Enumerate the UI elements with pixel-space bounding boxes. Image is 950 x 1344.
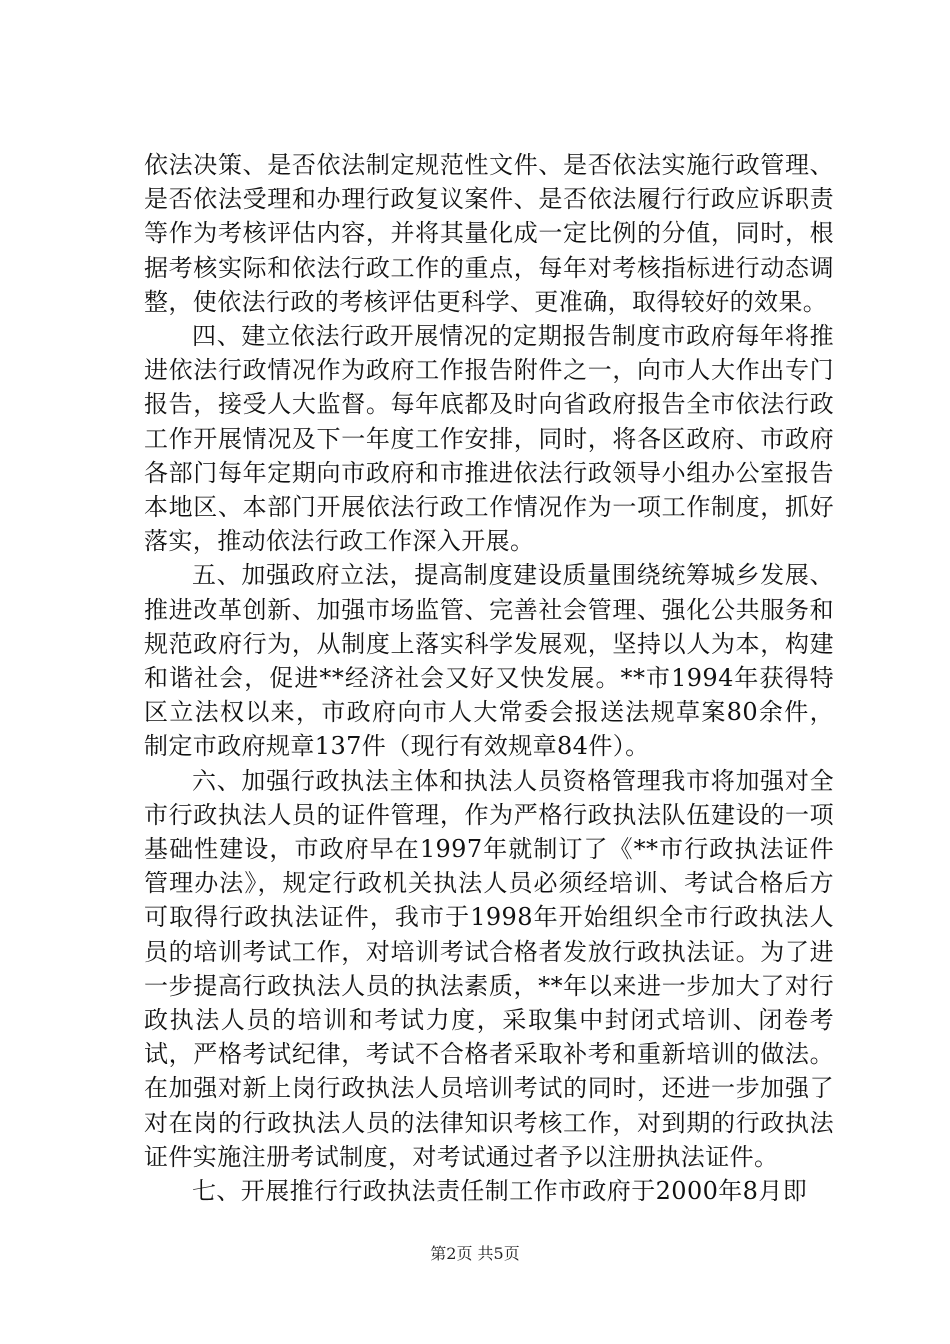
paragraph-section-4: 四、建立依法行政开展情况的定期报告制度市政府每年将推进依法行政情况作为政府工作报告附件之一，向市人大作出专门报告，接受人大监督。每年底都及时向省政府报告全市依法行政工作开展情况及下一年度工作安排，同时，将各区政府、市政府各部门每年定期向市政府和市推进依法行政领导小组办公室报告本地区、本部门开展依法行政工作情况作为一项工作制度，抓好落实，推动依法行政工作深入开展。 [144,322,834,556]
paragraph-section-7: 七、开展推行行政执法责任制工作市政府于2000年8月即 [192,1177,808,1206]
paragraph-continuation: 依法决策、是否依法制定规范性文件、是否依法实施行政管理、是否依法受理和办理行政复议案件、是否依法履行行政应诉职责等作为考核评估内容，并将其量化成一定比例的分值，同时，根据考核实际和依法行政工作的重点，每年对考核指标进行动态调整，使依法行政的考核评估更科学、更准确，取得较好的效果。 [144,151,834,316]
page-number-footer: 第2页 共5页 [430,1244,520,1263]
paragraph-section-5: 五、加强政府立法，提高制度建设质量围绕统筹城乡发展、推进改革创新、加强市场监管、完善社会管理、强化公共服务和规范政府行为，从制度上落实科学发展观，坚持以人为本，构建和谐社会，促进**经济社会又好又快发展。**市1994年获得特区立法权以来，市政府向市人大常委会报送法规草案80余件，制定市政府规章137件（现行有效规章84件）。 [144,561,834,761]
paragraph-section-6: 六、加强行政执法主体和执法人员资格管理我市将加强对全市行政执法人员的证件管理，作为严格行政执法队伍建设的一项基础性建设，市政府早在1997年就制订了《**市行政执法证件管理办法》，规定行政机关执法人员必须经培训、考试合格后方可取得行政执法证件，我市于1998年开始组织全市行政执法人员的培训考试工作，对培训考试合格者发放行政执法证。为了进一步提高行政执法人员的执法素质，**年以来进一步加大了对行政执法人员的培训和考试力度，采取集中封闭式培训、闭卷考试，严格考试纪律，考试不合格者采取补考和重新培训的做法。在加强对新上岗行政执法人员培训考试的同时，还进一步加强了对在岗的行政执法人员的法律知识考核工作，对到期的行政执法证件实施注册考试制度，对考试通过者予以注册执法证件。 [144,766,834,1171]
document-body [144,148,834,1208]
